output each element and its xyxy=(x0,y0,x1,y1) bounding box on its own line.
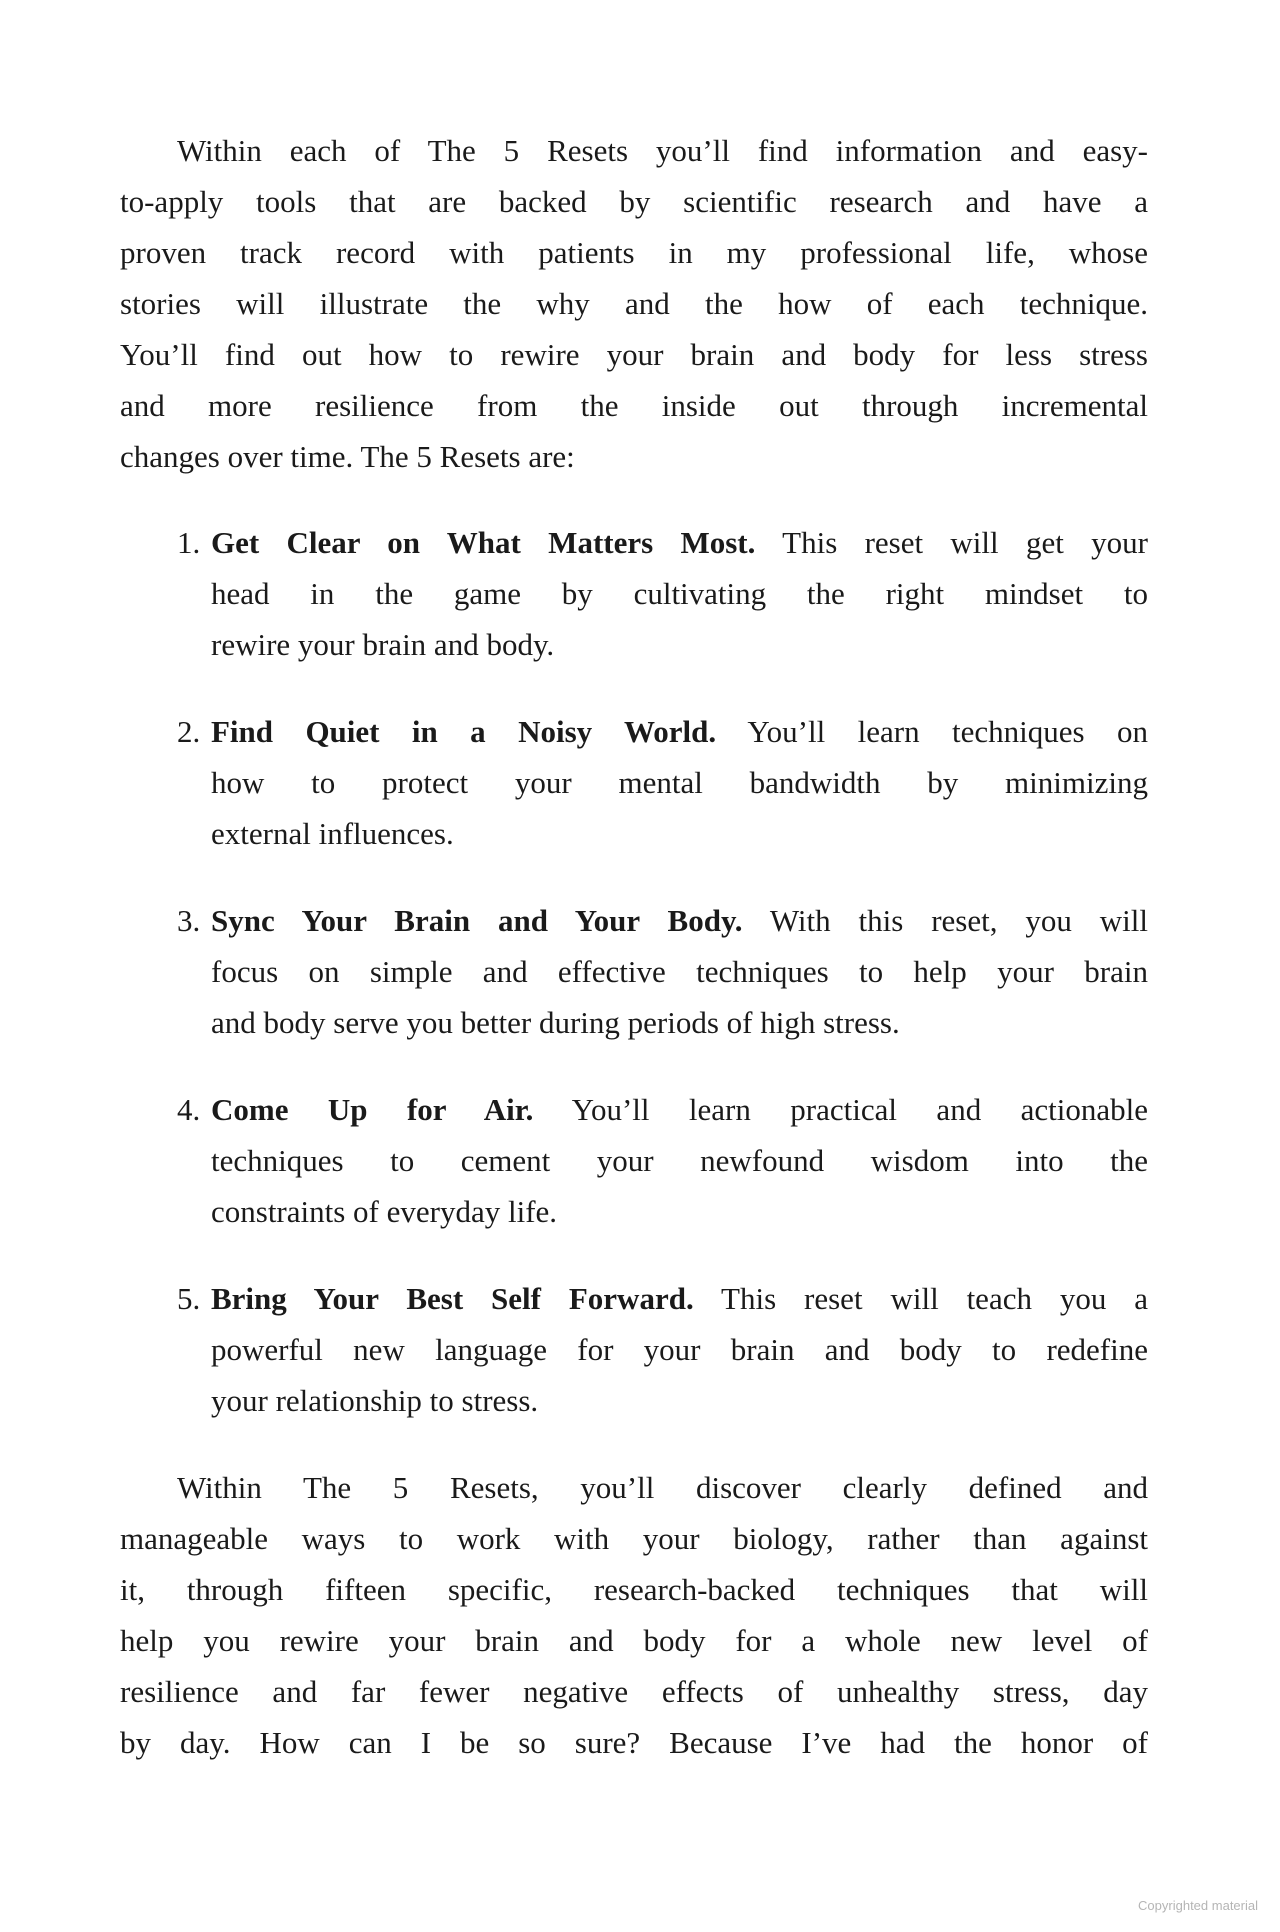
text-line: focus on simple and effective techniques to help your brain xyxy=(211,954,1148,989)
text-line: stories will illustrate the why and the how of each technique. xyxy=(120,286,1148,321)
text-line: powerful new language for your brain and body to redefine xyxy=(211,1332,1148,1367)
text-line xyxy=(211,517,1148,568)
text-line: it, through fifteen specific, research-backed techniques that will xyxy=(120,1572,1148,1607)
item-number: 2. xyxy=(177,714,201,749)
text-line: and body serve you better during periods of high stress. xyxy=(211,1005,900,1040)
item-title: Come Up for Air. xyxy=(211,1092,534,1127)
text-line: and more resilience from the inside out through incremental xyxy=(120,388,1148,423)
item-text: With this reset, you will xyxy=(742,903,1149,938)
text-line: your relationship to stress. xyxy=(211,1383,539,1418)
text-line xyxy=(211,706,1148,757)
item-title: Sync Your Brain and Your Body. xyxy=(211,903,743,938)
text-line xyxy=(211,895,1148,946)
text-line: constraints of everyday life. xyxy=(211,1194,558,1229)
text-line: Within each of The 5 Resets you’ll find information and easy- xyxy=(177,133,1148,168)
text-line: techniques to cement your newfound wisdom into the xyxy=(211,1143,1148,1178)
copyright-watermark: Copyrighted material xyxy=(1138,1898,1258,1913)
text-line: Within The 5 Resets, you’ll discover clearly defined and xyxy=(177,1470,1148,1505)
closing-paragraph xyxy=(120,1462,1148,1768)
text-line: by day. How can I be so sure? Because I’ve had the honor of xyxy=(120,1725,1148,1760)
item-text: You’ll learn practical and actionable xyxy=(533,1092,1148,1127)
text-line: You’ll find out how to rewire your brain and body for less stress xyxy=(120,337,1148,372)
intro-paragraph xyxy=(120,125,1148,482)
item-text: This reset will teach you a xyxy=(693,1281,1149,1316)
item-number: 3. xyxy=(177,903,201,938)
reset-list-item xyxy=(120,706,1148,859)
text-line: to-apply tools that are backed by scientific research and have a xyxy=(120,184,1148,219)
item-number: 4. xyxy=(177,1092,201,1127)
item-text: You’ll learn techniques on xyxy=(716,714,1148,749)
text-line: rewire your brain and body. xyxy=(211,627,555,662)
reset-list-item xyxy=(120,895,1148,1048)
text-line: external influences. xyxy=(211,816,454,851)
text-line: head in the game by cultivating the right mindset to xyxy=(211,576,1148,611)
text-line: how to protect your mental bandwidth by minimizing xyxy=(211,765,1148,800)
reset-list-item xyxy=(120,1273,1148,1426)
item-title: Find Quiet in a Noisy World. xyxy=(211,714,717,749)
text-line: manageable ways to work with your biology, rather than against xyxy=(120,1521,1148,1556)
item-title: Bring Your Best Self Forward. xyxy=(211,1281,694,1316)
reset-list-item xyxy=(120,1084,1148,1237)
text-line: changes over time. The 5 Resets are: xyxy=(120,439,575,474)
item-number: 5. xyxy=(177,1281,201,1316)
item-text: This reset will get your xyxy=(755,525,1148,560)
text-line xyxy=(211,1273,1148,1324)
text-line: help you rewire your brain and body for a whole new level of xyxy=(120,1623,1148,1658)
text-line: proven track record with patients in my professional life, whose xyxy=(120,235,1148,270)
item-number: 1. xyxy=(177,525,201,560)
text-line xyxy=(211,1084,1148,1135)
item-title: Get Clear on What Matters Most. xyxy=(211,525,756,560)
text-line: resilience and far fewer negative effects of unhealthy stress, day xyxy=(120,1674,1148,1709)
reset-list-item xyxy=(120,517,1148,670)
